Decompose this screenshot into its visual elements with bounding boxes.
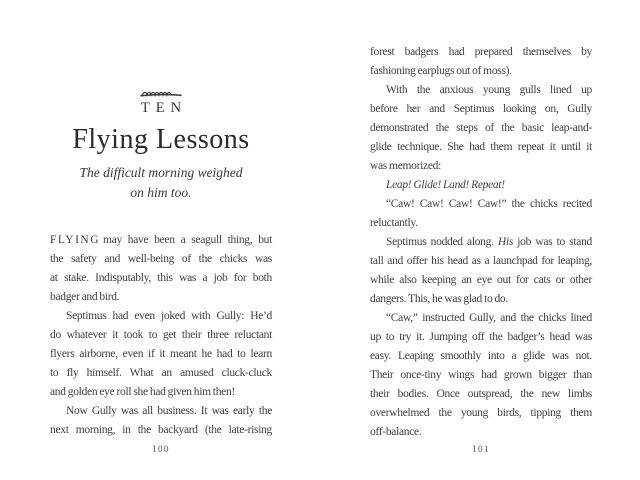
- text-line: [50, 288, 272, 307]
- chapter-title: Flying Lessons: [72, 124, 250, 155]
- chapter-heading: [50, 86, 272, 203]
- text-line: [50, 345, 272, 364]
- body-text: and golden eye roll she had given him then!: [50, 386, 235, 398]
- left-page-number: 100: [152, 444, 170, 454]
- body-text: Now Gully was all business. It was early the: [66, 405, 272, 417]
- text-line: [370, 100, 592, 119]
- text-line: [370, 43, 592, 62]
- body-text: “Caw! Caw! Caw! Caw!” the chicks recited: [386, 198, 592, 210]
- body-text: job was to stand: [513, 236, 592, 248]
- text-line: [370, 81, 592, 100]
- body-text: Their once-tiny wings had grown bigger than: [370, 369, 592, 381]
- body-text: forest badgers had prepared themselves by: [370, 46, 592, 58]
- body-text: was memorized:: [370, 160, 441, 172]
- body-text: tall and offer his head as a launchpad for leaping,: [370, 255, 592, 267]
- body-text: do whatever it took to get their three reluctant: [50, 329, 272, 341]
- text-line: [370, 290, 592, 309]
- text-line: [370, 423, 592, 442]
- chapter-subtitle-line: The difficult morning weighed: [79, 165, 243, 180]
- text-line: [370, 404, 592, 423]
- body-text: badger and bird.: [50, 291, 120, 303]
- body-text: up to try it. Jumping off the badger’s head was: [370, 331, 592, 343]
- text-line: [370, 62, 592, 81]
- text-line: [50, 421, 272, 440]
- italic-text: Leap! Glide! Land! Repeat!: [386, 179, 505, 191]
- text-line: [50, 326, 272, 345]
- chapter-number: TEN: [140, 100, 188, 116]
- body-text: easy. Leaping smoothly into a glide was not.: [370, 350, 592, 362]
- text-line: [370, 214, 592, 233]
- body-text: With the anxious young gulls lined up: [386, 84, 592, 96]
- text-line: [370, 176, 592, 195]
- body-text: demonstrated the steps of the basic leap-and-: [370, 122, 592, 134]
- right-page-number: 101: [472, 444, 490, 454]
- chapter-subtitle: [50, 163, 272, 203]
- left-page-text: [50, 231, 272, 440]
- body-text: overwhelmed the young birds, tipping them: [370, 407, 592, 419]
- text-line: [370, 233, 592, 252]
- body-text: while also keeping an eye out for cats or other: [370, 274, 592, 286]
- right-page: [320, 0, 640, 480]
- text-line: [50, 383, 272, 402]
- body-text: off-balance.: [370, 426, 422, 438]
- text-line: [50, 307, 272, 326]
- text-line: [370, 385, 592, 404]
- text-line: [370, 119, 592, 138]
- text-line: [370, 195, 592, 214]
- body-text: their bodies. Once outspread, the new limbs: [370, 388, 592, 400]
- italic-text: His: [497, 236, 513, 248]
- body-text: before her and Septimus looking on, Gully: [370, 103, 592, 115]
- chapter-subtitle-line: on him too.: [130, 185, 192, 200]
- text-line: [50, 269, 272, 288]
- text-line: [370, 328, 592, 347]
- body-text: next morning, in the backyard (the late-rising: [50, 424, 272, 436]
- body-text: may have been a seagull thing, but: [103, 234, 272, 246]
- text-line: [370, 252, 592, 271]
- text-line: [370, 347, 592, 366]
- body-text: reluctantly.: [370, 217, 418, 229]
- text-line: [370, 138, 592, 157]
- text-line: [370, 271, 592, 290]
- body-text: FLYING: [50, 234, 101, 246]
- feather-ornament-icon: [50, 86, 272, 99]
- body-text: fashioning earplugs out of moss).: [370, 65, 512, 77]
- body-text: the safety and well-being of the chicks was: [50, 253, 272, 265]
- body-text: to fly himself. What an amused cluck-cluck: [50, 367, 272, 379]
- body-text: “Caw,” instructed Gully, and the chicks lined: [386, 312, 592, 324]
- text-line: [370, 309, 592, 328]
- text-line: [50, 231, 272, 250]
- body-text: Septimus nodded along.: [386, 236, 498, 248]
- body-text: at stake. Indisputably, this was a job for both: [50, 272, 272, 284]
- right-page-text: [370, 43, 592, 442]
- body-text: dangers. This, he was glad to do.: [370, 293, 508, 305]
- text-line: [50, 250, 272, 269]
- body-text: glide technique. She had them repeat it until it: [370, 141, 592, 153]
- text-line: [50, 364, 272, 383]
- text-line: [50, 402, 272, 421]
- body-text: flyers airborne, even if it meant he had to learn: [50, 348, 272, 360]
- text-line: [370, 157, 592, 176]
- body-text: Septimus had even joked with Gully: He’d: [66, 310, 272, 322]
- text-line: [370, 366, 592, 385]
